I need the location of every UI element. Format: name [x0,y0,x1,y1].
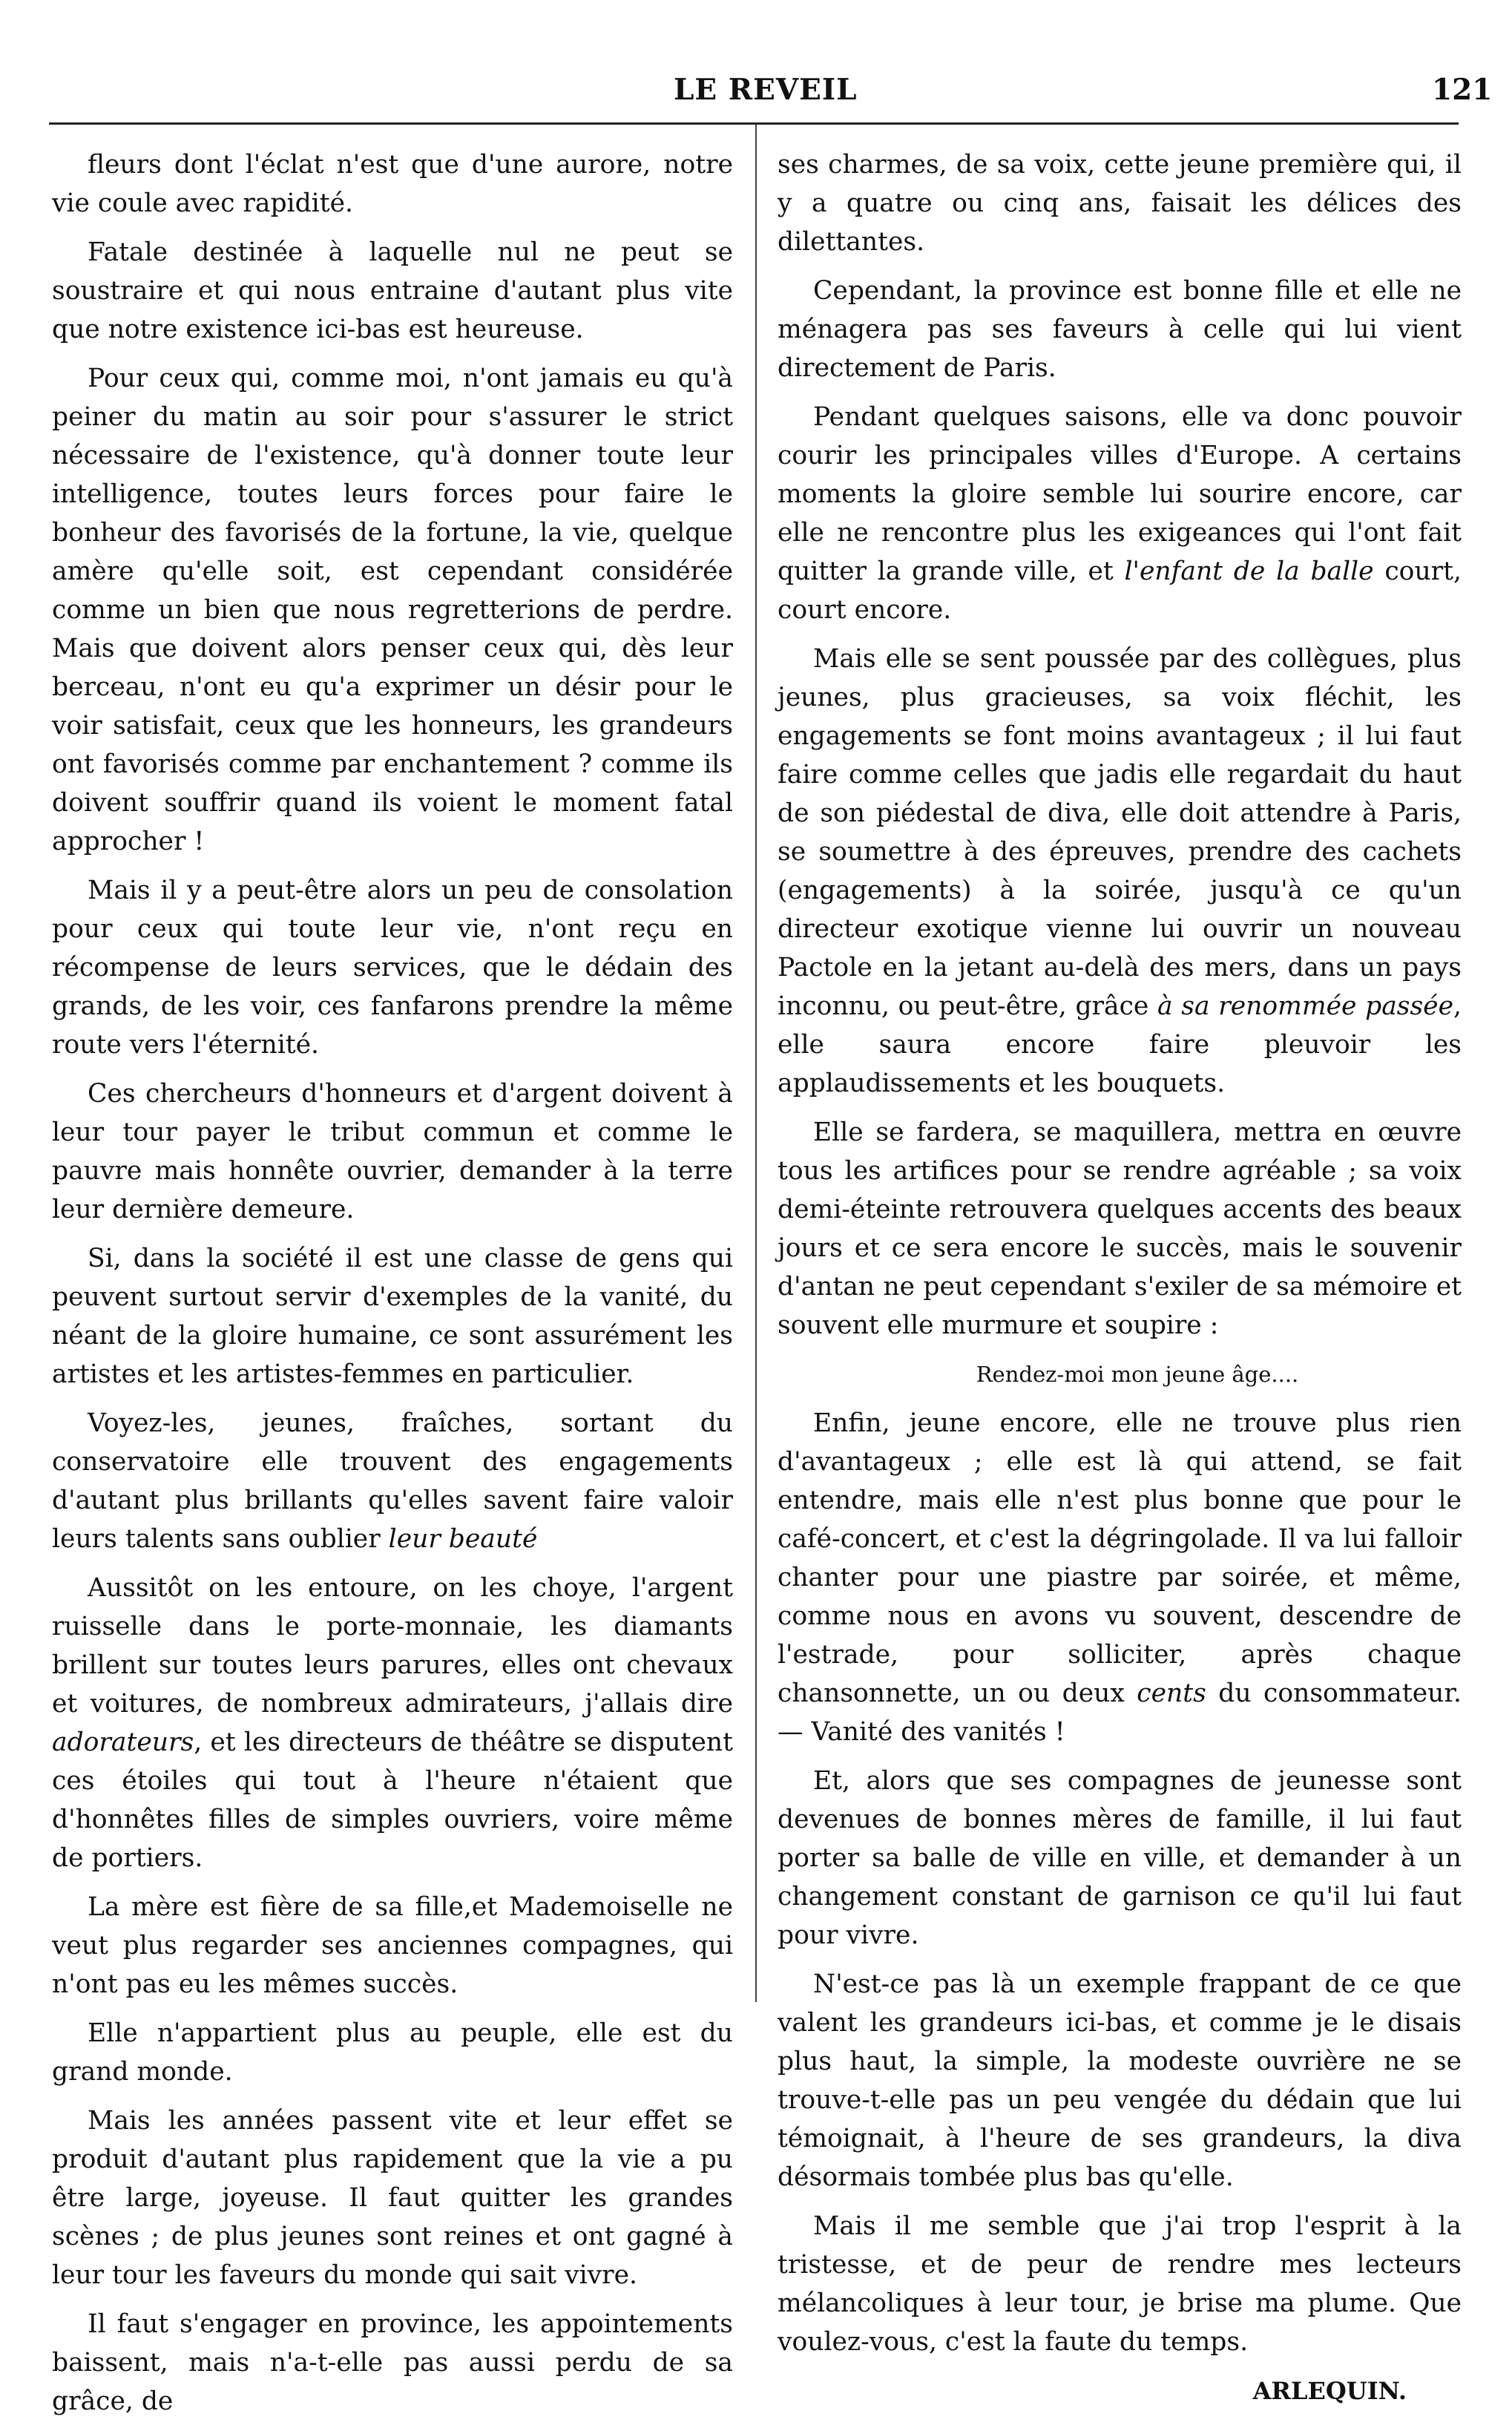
paragraph [52,871,733,1064]
page-header [0,0,1512,126]
text-segment: Cependant, la province est bonne fille et elle ne ménagera pas ses faveurs à celle qui lui vient directement de Paris. [778,276,1462,383]
paragraph [778,1404,1462,1751]
paragraph [778,640,1462,1103]
paragraph [52,1239,733,1394]
paragraph [778,1113,1462,1345]
text-segment: fleurs dont l'éclat n'est que d'une aurore, notre vie coule avec rapidité. [52,150,733,218]
text-segment: Mais les années passent vite et leur effet se produit d'autant plus rapidement que la vie a pu être large, joyeuse. Il faut quitter les grandes scènes ; de plus jeunes sont reines et ont gagné à leur tour les faveurs du monde qui sait vivre. [52,2106,733,2290]
text-segment: Si, dans la société il est une classe de gens qui peuvent surtout servir d'exemples de la vanité, du néant de la gloire humaine, ce sont assurément les artistes et les artistes-femmes en particulier. [52,1244,733,1389]
text-segment: La mère est fière de sa fille,et Mademoiselle ne veut plus regarder ses anciennes compagnes, qui n'ont pas eu les mêmes succès. [52,1892,733,1999]
paragraph [52,145,733,223]
paragraph [52,1404,733,1558]
paragraph [778,2207,1462,2361]
quotation [778,1355,1462,1394]
text-segment: Rendez-moi mon jeune âge.... [976,1362,1299,1387]
text-segment: Il faut s'engager en province, les appointements baissent, mais n'a-t-elle pas aussi perdu de sa grâce, de [52,2309,733,2416]
paragraph [52,1075,733,1229]
text-segment: du consommateur. — Vanité des vanités ! [778,1679,1462,1747]
text-segment: Aussitôt on les entoure, on les choye, l'argent ruisselle dans le porte-monnaie, les diamants brillent sur toutes leurs parures, elles ont chevaux et voitures, de nombreux admirateurs, j'allais dire [52,1573,733,1719]
paragraph [778,1965,1462,2197]
text-segment: Et, alors que ses compagnes de jeunesse sont devenues de bonnes mères de famille, il lui faut porter sa balle de ville en ville, et demander à un changement constant de garnison ce qu'il lui faut pour vivre. [778,1766,1462,1950]
page-number: 121 [1432,73,1493,107]
text-segment: Mais il me semble que j'ai trop l'esprit à la tristesse, et de peur de rendre mes lecteurs mélancoliques à leur tour, je brise ma plume. Que voulez-vous, c'est la faute du temps. [778,2211,1462,2357]
text-segment: Fatale destinée à laquelle nul ne peut se soustraire et qui nous entraine d'autant plus vite que notre existence ici-bas est heureuse. [52,237,733,344]
text-segment: N'est-ce pas là un exemple frappant de ce que valent les grandeurs ici-bas, et comme je le disais plus haut, la simple, la modeste ouvrière ne se trouve-t-elle pas un peu vengée du dédain que lui témoignait, à l'heure de ses grandeurs, la diva désormais tombée plus bas qu'elle. [778,1969,1462,2192]
italic-text: adorateurs [52,1728,194,1757]
paragraph [52,233,733,349]
text-segment: Mais elle se sent poussée par des collègues, plus jeunes, plus gracieuses, sa voix fléchit, les engagements se font moins avantageux ; il lui faut faire comme celles que jadis elle regardait du haut de son piédestal de diva, elle doit attendre à Paris, se soumettre à des épreuves, prendre des cachets (engagements) à la soirée, jusqu'à ce qu'un directeur exotique vienne lui ouvrir un nouveau Pactole en la jetant au-delà des mers, dans un pays inconnu, ou peut-être, grâce [778,644,1462,1021]
text-segment: Enfin, jeune encore, elle ne trouve plus rien d'avantageux ; elle est là qui attend, se fait entendre, mais elle n'est plus bonne que pour le café-concert, et c'est la dégringolade. Il va lui falloir chanter pour une piastre par soirée, et même, comme nous en avons vu souvent, descendre de l'estrade, pour solliciter, après chaque chansonnette, un ou deux [778,1408,1462,1708]
right-column [778,145,1462,2421]
text-segment: , elle saura encore faire pleuvoir les applaudissements et les bouquets. [778,991,1462,1098]
text-segment: Elle se fardera, se maquillera, mettra en œuvre tous les artifices pour se rendre agréable ; sa voix demi-éteinte retrouvera quelques accents des beaux jours et ce sera encore le succès, mais le souvenir d'antan ne peut cependant s'exiler de sa mémoire et souvent elle murmure et soupire : [778,1118,1462,1340]
left-column [52,145,733,2431]
text-segment: Mais il y a peut-être alors un peu de consolation pour ceux qui toute leur vie, n'ont reçu en récompense de leurs services, que le dédain des grands, de les voir, ces fanfarons prendre la même route vers l'éternité. [52,876,733,1060]
text-segment: , et les directeurs de théâtre se disputent ces étoiles qui tout à l'heure n'étaient que d'honnêtes filles de simples ouvriers, voire même de portiers. [52,1728,733,1873]
paragraph [52,2305,733,2421]
paragraph [52,2014,733,2091]
paragraph [52,1569,733,1877]
paragraph [778,398,1462,629]
italic-text: l'enfant de la balle [1124,557,1374,586]
text-segment: Pendant quelques saisons, elle va donc pouvoir courir les principales villes d'Europe. A certains moments la gloire semble lui sourire encore, car elle ne rencontre plus les exigeances qui l'ont fait quitter la grande ville, et [778,402,1462,586]
italic-text: cents [1137,1679,1206,1708]
header-rule [49,122,1459,125]
paragraph [52,1888,733,2004]
text-segment: Pour ceux qui, comme moi, n'ont jamais eu qu'à peiner du matin au soir pour s'assurer le strict nécessaire de l'existence, qu'à donner toute leur intelligence, toutes leurs forces pour faire le bonheur des favorisés de la fortune, la vie, quelque amère qu'elle soit, est cependant considérée comme un bien que nous regretterions de perdre. Mais que doivent alors penser ceux qui, dès leur berceau, n'ont eu qu'a exprimer un désir pour le voir satisfait, ceux que les honneurs, les grandeurs ont favorisés comme par enchantement ? comme ils doivent souffrir quand ils voient le moment fatal approcher ! [52,364,733,856]
text-segment: Voyez-les, jeunes, fraîches, sortant du conservatoire elle trouvent des engagements d'autant plus brillants qu'elles savent faire valoir leurs talents sans oublier [52,1408,733,1554]
italic-text: à sa renommée passée [1157,991,1454,1021]
paragraph [778,1762,1462,1955]
text-segment: ses charmes, de sa voix, cette jeune première qui, il y a quatre ou cinq ans, faisait les délices des dilettantes. [778,150,1462,257]
paragraph [778,272,1462,387]
paragraph [778,145,1462,261]
text-segment: Elle n'appartient plus au peuple, elle est du grand monde. [52,2018,733,2087]
author-signature: ARLEQUIN. [1252,2377,1407,2405]
column-divider [755,125,757,2002]
text-segment: Ces chercheurs d'honneurs et d'argent doivent à leur tour payer le tribut commun et comme le pauvre mais honnête ouvrier, demander à la terre leur dernière demeure. [52,1079,733,1224]
journal-title: LE REVEIL [674,73,858,107]
paragraph [52,2102,733,2294]
text-segment: court, court encore. [778,557,1462,625]
italic-text: leur beauté [388,1524,538,1554]
paragraph [52,359,733,861]
